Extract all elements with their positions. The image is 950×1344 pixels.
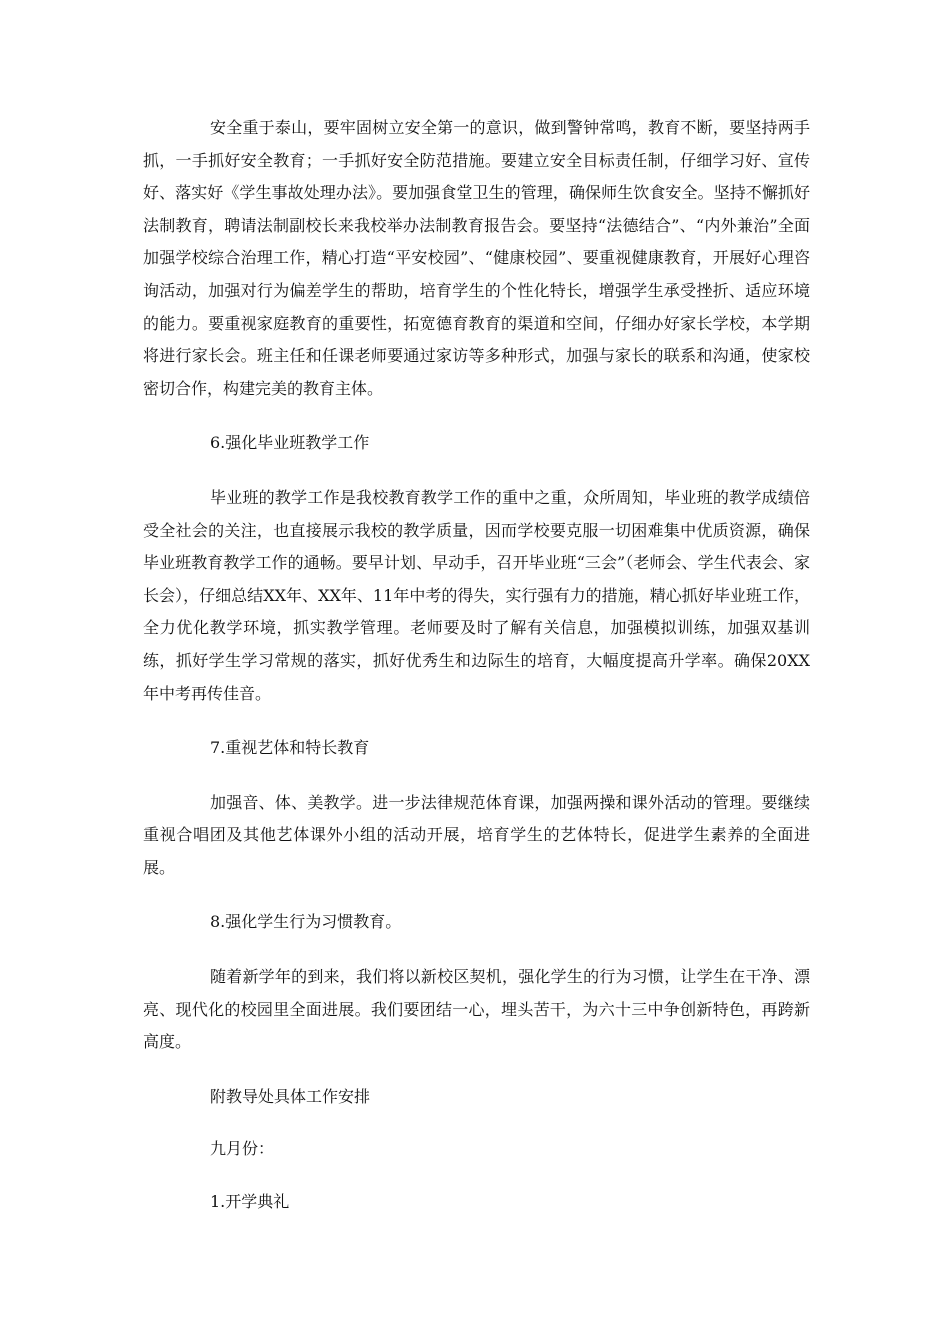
document-page [143, 112, 810, 1219]
paragraph-behavior-habits: 随着新学年的到来，我们将以新校区契机，强化学生的行为习惯，让学生在干净、漂亮、现代化的校园里全面进展。我们要团结一心，埋头苦干，为六十三中争创新特色，再跨新高度。 [143, 967, 810, 1052]
paragraph-graduating-class: 毕业班的教学工作是我校教育教学工作的重中之重，众所周知，毕业班的教学成绩倍受全社会的关注，也直接展示我校的教学质量，因而学校要克服一切困难集中优质资源，确保毕业班教育教学工作的通畅。要早计划、早动手，召开毕业班“三会”（老师会、学生代表会、家长会），仔细总结XX年、XX年、11年中考的得失，实行强有力的措施，精心抓好毕业班工作，全力优化教学环境，抓实教学管理。老师要及时了解有关信息，加强模拟训练，加强双基训练，抓好学生学习常规的落实，抓好优秀生和边际生的培育，大幅度提高升学率。确保20XX年中考再传佳音。 [143, 487, 810, 703]
list-item-opening-ceremony: 1.开学典礼 [210, 1192, 290, 1212]
heading-behavior-habits: 8.强化学生行为习惯教育。 [210, 912, 402, 932]
heading-appendix: 附教导处具体工作安排 [210, 1086, 371, 1106]
paragraph-safety: 安全重于泰山，要牢固树立安全第一的意识，做到警钟常鸣，教育不断，要坚持两手抓，一手抓好安全教育；一手抓好安全防范措施。要建立安全目标责任制，仔细学习好、宣传好、落实好《学生事故处理办法》。要加强食堂卫生的管理，确保师生饮食安全。坚持不懈抓好法制教育，聘请法制副校长来我校举办法制教育报告会。要坚持“法德结合”、“内外兼治”全面加强学校综合治理工作，精心打造“平安校园”、“健康校园”、要重视健康教育，开展好心理咨询活动，加强对行为偏差学生的帮助，培育学生的个性化特长，增强学生承受挫折、适应环境的能力。要重视家庭教育的重要性，拓宽德育教育的渠道和空间，仔细办好家长学校，本学期将进行家长会。班主任和任课老师要通过家访等多种形式，加强与家长的联系和沟通，使家校密切合作，构建完美的教育主体。 [143, 118, 810, 398]
heading-arts-sports: 7.重视艺体和特长教育 [210, 738, 370, 758]
paragraph-arts-sports: 加强音、体、美教学。进一步法律规范体育课，加强两操和课外活动的管理。要继续重视合唱团及其他艺体课外小组的活动开展，培育学生的艺体特长，促进学生素养的全面进展。 [143, 792, 810, 877]
heading-graduating-class: 6.强化毕业班教学工作 [210, 433, 370, 453]
heading-september: 九月份： [210, 1139, 275, 1159]
